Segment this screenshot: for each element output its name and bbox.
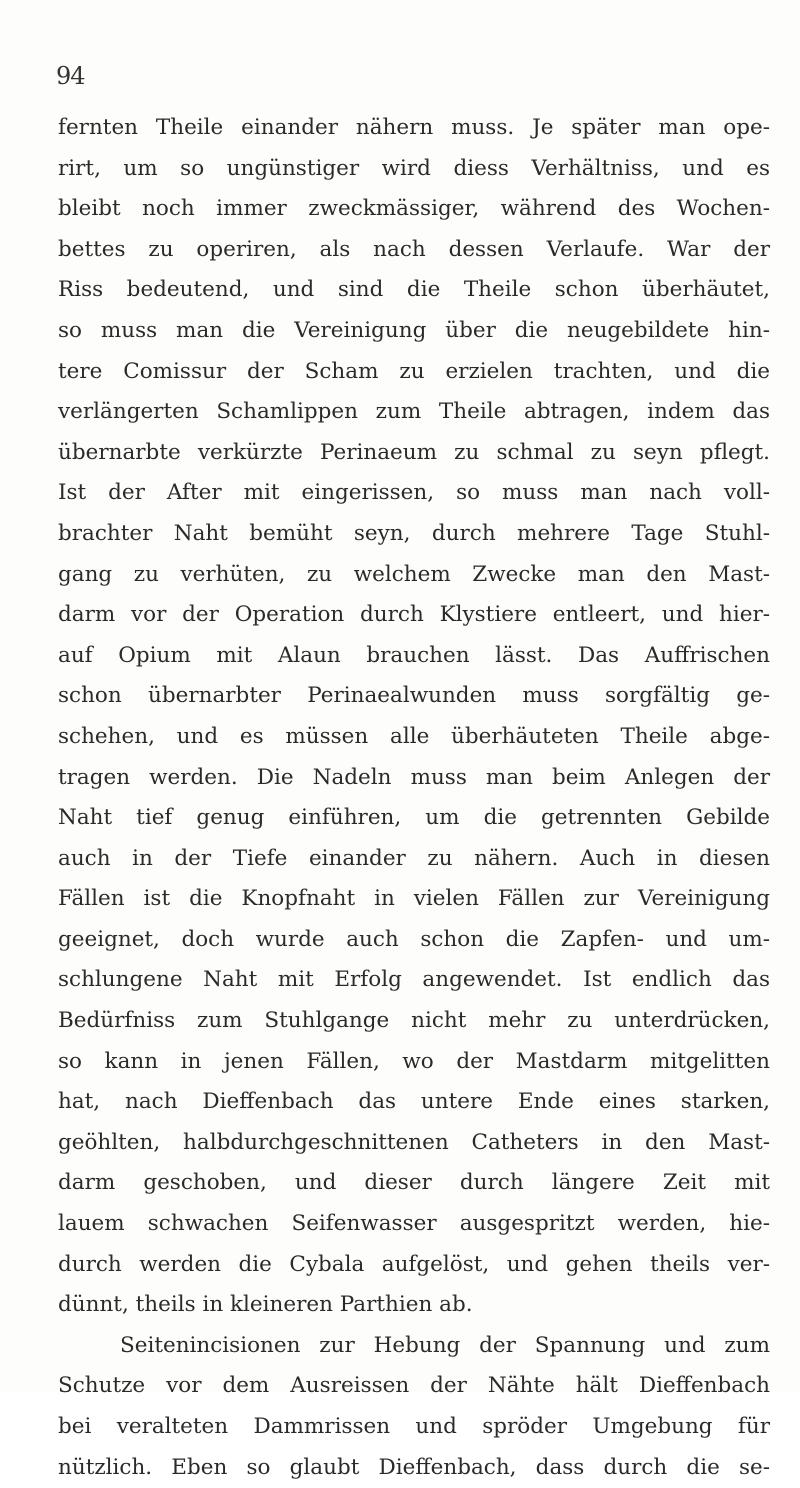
text-line: auch in der Tiefe einander zu nähern. Auch in diesen xyxy=(58,845,770,871)
text-line: Naht tief genug einführen, um die getrennten Gebilde xyxy=(58,805,770,831)
text-line: so muss man die Vereinigung über die neugebildete hin- xyxy=(58,317,770,343)
text-line: so kann in jenen Fällen, wo der Mastdarm mitgelitten xyxy=(58,1048,770,1074)
text-line: hat, nach Dieffenbach das untere Ende eines starken, xyxy=(58,1089,770,1115)
text-line: Bedürfniss zum Stuhlgange nicht mehr zu unterdrücken, xyxy=(58,1008,770,1034)
text-line: lauem schwachen Seifenwasser ausgespritzt werden, hie- xyxy=(58,1211,770,1237)
text-line: nützlich. Eben so glaubt Dieffenbach, dass durch die se- xyxy=(58,1454,770,1480)
text-line: geeignet, doch wurde auch schon die Zapfen- und um- xyxy=(58,926,770,952)
text-line: tragen werden. Die Nadeln muss man beim Anlegen der xyxy=(58,764,770,790)
page-number: 94 xyxy=(56,62,85,90)
paragraph-end-line: dünnt, theils in kleineren Parthien ab. xyxy=(58,1292,473,1318)
text-line: Ist der After mit eingerissen, so muss man nach voll- xyxy=(58,480,770,506)
text-line: darm vor der Operation durch Klystiere entleert, und hier- xyxy=(58,602,770,628)
text-line: fernten Theile einander nähern muss. Je später man ope- xyxy=(58,115,770,140)
text-line: brachter Naht bemüht seyn, durch mehrere Tage Stuhl- xyxy=(58,520,770,546)
paragraph-start-line: Seitenincisionen zur Hebung der Spannung und zum xyxy=(120,1332,770,1358)
text-line: darm geschoben, und dieser durch längere Zeit mit xyxy=(58,1170,770,1196)
text-line: geöhlten, halbdurchgeschnittenen Catheters in den Mast- xyxy=(58,1129,770,1155)
text-line: tere Comissur der Scham zu erzielen trachten, und die xyxy=(58,358,770,384)
body-text xyxy=(58,108,770,1488)
text-line: bei veralteten Dammrissen und spröder Umgebung für xyxy=(58,1414,770,1439)
text-line: rirt, um so ungünstiger wird diess Verhältniss, und es xyxy=(58,155,770,181)
text-line: bettes zu operiren, als nach dessen Verlaufe. War der xyxy=(58,236,770,262)
text-line: durch werden die Cybala aufgelöst, und gehen theils ver- xyxy=(58,1251,770,1277)
text-line: gang zu verhüten, zu welchem Zwecke man den Mast- xyxy=(58,561,770,587)
text-line: verlängerten Schamlippen zum Theile abtragen, indem das xyxy=(58,399,770,425)
text-line: Riss bedeutend, und sind die Theile schon überhäutet, xyxy=(58,277,770,303)
text-line: schehen, und es müssen alle überhäuteten Theile abge- xyxy=(58,723,770,749)
text-line: schlungene Naht mit Erfolg angewendet. Ist endlich das xyxy=(58,967,770,993)
text-line: bleibt noch immer zweckmässiger, während des Wochen- xyxy=(58,196,770,222)
text-line: schon übernarbter Perinaealwunden muss sorgfältig ge- xyxy=(58,683,770,709)
text-line: auf Opium mit Alaun brauchen lässt. Das Auffrischen xyxy=(58,642,770,668)
text-line: übernarbte verkürzte Perinaeum zu schmal zu seyn pflegt. xyxy=(58,439,770,465)
text-line: Schutze vor dem Ausreissen der Nähte hält Dieffenbach xyxy=(58,1373,770,1399)
text-line: Fällen ist die Knopfnaht in vielen Fällen zur Vereinigung xyxy=(58,886,770,912)
